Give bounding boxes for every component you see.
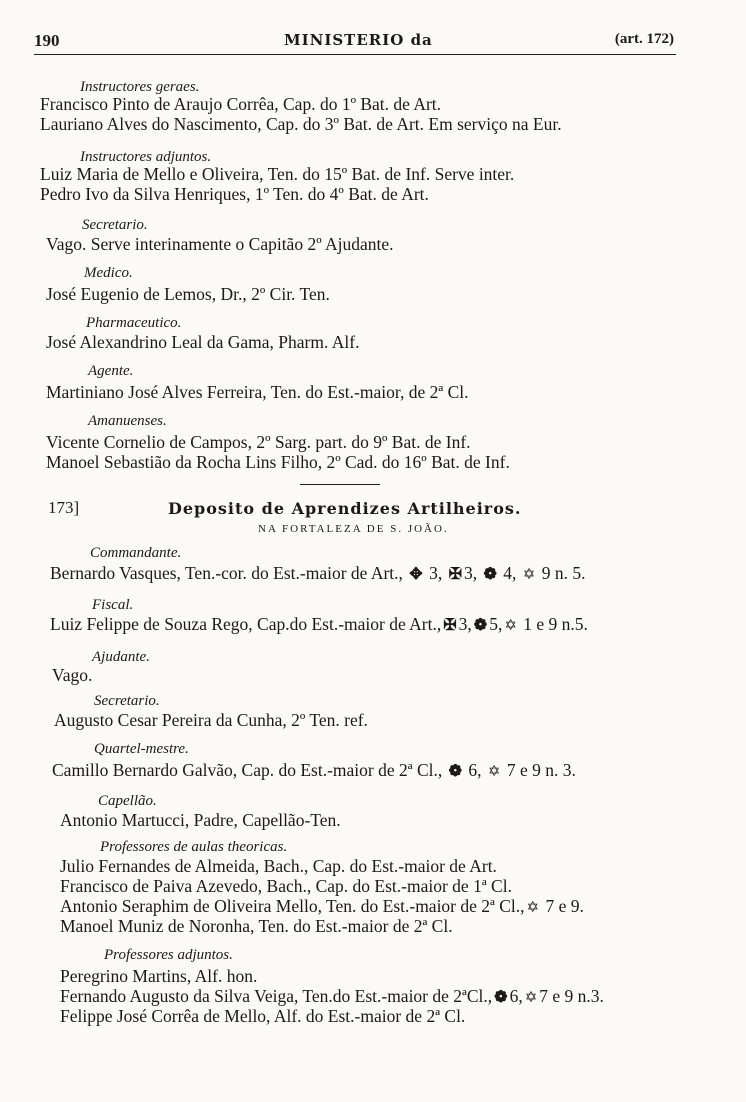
entry-line: Vago.	[52, 665, 93, 685]
entry-line	[60, 986, 604, 1008]
entry-text: 5,	[489, 614, 503, 634]
decoration-icon: ✡	[487, 764, 501, 780]
entry-text: 6,	[464, 760, 486, 780]
entry-line: Julio Fernandes de Almeida, Bach., Cap. do Est.-maior de Art.	[60, 856, 497, 876]
role-heading: Quartel-mestre.	[94, 741, 189, 757]
section-subtitle: NA FORTALEZA DE S. JOÃO.	[258, 523, 449, 535]
entry-line: Vicente Cornelio de Campos, 2º Sarg. part. do 9º Bat. de Inf.	[46, 432, 471, 452]
entry-line: Felippe José Corrêa de Mello, Alf. do Est.-maior de 2ª Cl.	[60, 1006, 466, 1026]
entry-line: Pedro Ivo da Silva Henriques, 1º Ten. do 4º Bat. de Art.	[40, 184, 429, 204]
role-heading: Instructores geraes.	[80, 79, 200, 95]
section-divider	[300, 484, 380, 485]
header-rule	[34, 54, 676, 55]
role-heading: Instructores adjuntos.	[80, 149, 212, 165]
entry-line	[52, 760, 576, 782]
page-number: 190	[34, 31, 60, 50]
entry-line: Luiz Maria de Mello e Oliveira, Ten. do 15º Bat. de Inf. Serve inter.	[40, 164, 515, 184]
decoration-icon: ❁	[494, 989, 508, 1006]
page-header	[34, 31, 674, 53]
decoration-icon: ✥	[409, 566, 423, 583]
entry-text: 4,	[498, 563, 521, 583]
entry-line: Lauriano Alves do Nascimento, Cap. do 3º Bat. de Art. Em serviço na Eur.	[40, 114, 562, 134]
role-heading: Capellão.	[98, 793, 157, 809]
role-heading: Professores de aulas theoricas.	[100, 839, 288, 855]
entry-text: 1 e 9 n.5.	[518, 614, 588, 634]
entry-text: 3,	[424, 563, 447, 583]
running-title-main: MINISTERIO	[284, 31, 405, 49]
entry-text: Bernardo Vasques, Ten.-cor. do Est.-maior de Art.,	[50, 563, 408, 583]
entry-line	[50, 563, 585, 585]
entry-text: Luiz Felippe de Souza Rego, Cap.do Est.-maior de Art.,	[50, 614, 442, 634]
decoration-icon: ❁	[448, 763, 463, 780]
role-heading: Ajudante.	[92, 649, 150, 665]
role-heading: Fiscal.	[92, 597, 134, 613]
article-reference: (art. 172)	[614, 31, 674, 47]
entry-line: José Alexandrino Leal da Gama, Pharm. Alf.	[46, 332, 360, 352]
decoration-icon: ✠	[443, 617, 457, 634]
entry-text: 3,	[458, 614, 472, 634]
entry-line: Augusto Cesar Pereira da Cunha, 2º Ten. ref.	[54, 710, 368, 730]
role-heading: Agente.	[88, 363, 134, 379]
entry-line: Francisco Pinto de Araujo Corrêa, Cap. do 1º Bat. de Art.	[40, 94, 442, 114]
entry-line: Manoel Muniz de Noronha, Ten. do Est.-maior de 2ª Cl.	[60, 916, 453, 936]
entry-text: 3,	[463, 563, 482, 583]
decoration-icon: ❁	[483, 566, 497, 583]
entry-text: Camillo Bernardo Galvão, Cap. do Est.-maior de 2ª Cl.,	[52, 760, 447, 780]
entry-line: Vago. Serve interinamente o Capitão 2º Ajudante.	[46, 234, 394, 254]
entry-text: Antonio Seraphim de Oliveira Mello, Ten. do Est.-maior de 2ª Cl.,	[60, 896, 525, 916]
entry-line: Manoel Sebastião da Rocha Lins Filho, 2º Cad. do 16º Bat. de Inf.	[46, 452, 510, 472]
entry-text: 7 e 9.	[541, 896, 584, 916]
role-heading: Professores adjuntos.	[104, 947, 233, 963]
section-number: 173]	[48, 498, 80, 517]
entry-line: Martiniano José Alves Ferreira, Ten. do Est.-maior, de 2ª Cl.	[46, 382, 469, 402]
role-heading: Secretario.	[94, 693, 160, 709]
decoration-icon: ✡	[522, 567, 536, 583]
decoration-icon: ✠	[448, 566, 462, 583]
role-heading: Secretario.	[82, 217, 148, 233]
running-title	[284, 31, 433, 49]
entry-line: Antonio Martucci, Padre, Capellão-Ten.	[60, 810, 341, 830]
role-heading: Pharmaceutico.	[86, 315, 182, 331]
entry-line: Francisco de Paiva Azevedo, Bach., Cap. do Est.-maior de 1ª Cl.	[60, 876, 512, 896]
decoration-icon: ✡	[526, 900, 540, 916]
entry-text: 7 e 9 n.3.	[539, 986, 604, 1006]
decoration-icon: ❁	[473, 617, 488, 634]
entry-line	[60, 896, 584, 918]
entry-text: 9 n. 5.	[537, 563, 586, 583]
entry-text: 7 e 9 n. 3.	[502, 760, 576, 780]
decoration-icon: ✡	[524, 990, 538, 1006]
entry-line	[50, 614, 588, 636]
entry-text: 6,	[509, 986, 523, 1006]
running-title-da: da	[410, 31, 433, 49]
role-heading: Amanuenses.	[88, 413, 167, 429]
role-heading: Medico.	[84, 265, 133, 281]
entry-text: Fernando Augusto da Silva Veiga, Ten.do Est.-maior de 2ªCl.,	[60, 986, 493, 1006]
entry-line: José Eugenio de Lemos, Dr., 2º Cir. Ten.	[46, 284, 330, 304]
section-title: Deposito de Aprendizes Artilheiros.	[168, 499, 522, 518]
role-heading: Commandante.	[90, 545, 182, 561]
entry-line: Peregrino Martins, Alf. hon.	[60, 966, 258, 986]
decoration-icon: ✡	[504, 618, 517, 634]
